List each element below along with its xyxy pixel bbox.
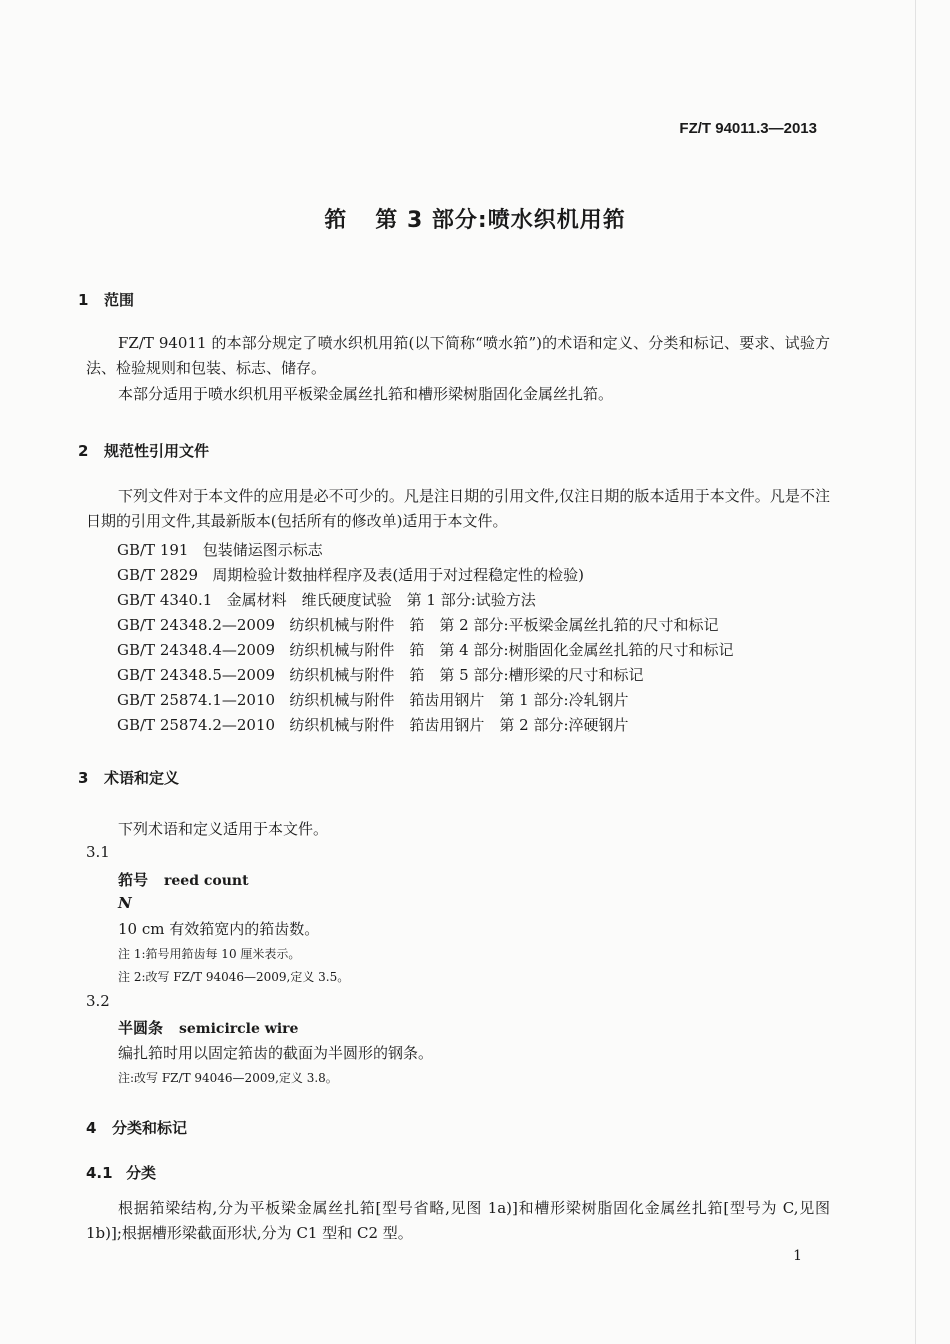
document-title [0, 203, 950, 234]
reference-item [117, 664, 644, 685]
reference-title: 纺织机械与附件 筘 第 5 部分:槽形梁的尺寸和标记 [289, 666, 644, 684]
reference-code: GB/T 24348.4—2009 [117, 641, 276, 659]
section-number: 2 [78, 442, 89, 460]
reference-title: 纺织机械与附件 筘 第 4 部分:树脂固化金属丝扎筘的尺寸和标记 [289, 641, 734, 659]
title-part-sub: 第 3 部分:喷水织机用筘 [375, 208, 626, 233]
term-english: reed count [164, 873, 249, 889]
reference-code: GB/T 24348.5—2009 [117, 666, 276, 684]
section-1-paragraph-1: FZ/T 94011 的本部分规定了喷水织机用筘(以下简称“喷水筘”)的术语和定义、分类和标记、要求、试验方法、检验规则和包装、标志、储存。 [86, 334, 830, 377]
term-symbol: N [118, 894, 132, 912]
subsection-number: 4.1 [86, 1164, 113, 1182]
section-3-paragraph-1: 下列术语和定义适用于本文件。 [118, 820, 329, 838]
section-1-paragraph-2: 本部分适用于喷水织机用平板梁金属丝扎筘和槽形梁树脂固化金属丝扎筘。 [118, 385, 614, 403]
reference-code: GB/T 24348.2—2009 [117, 616, 276, 634]
section-number: 1 [78, 291, 89, 309]
subsection-title: 分类 [126, 1164, 157, 1182]
section-title: 术语和定义 [104, 769, 180, 787]
term-definition: 10 cm 有效筘宽内的筘齿数。 [118, 920, 320, 938]
reference-code: GB/T 25874.2—2010 [117, 716, 276, 734]
term-note-1: 注 1:筘号用筘齿每 10 厘米表示。 [118, 947, 301, 961]
reference-title: 金属材料 维氏硬度试验 第 1 部分:试验方法 [226, 591, 536, 609]
reference-item [117, 714, 629, 735]
reference-item [117, 539, 323, 560]
reference-title: 包装储运图示标志 [202, 541, 323, 559]
term-chinese: 半圆条 [118, 1019, 164, 1037]
section-title: 规范性引用文件 [104, 442, 210, 460]
term-chinese: 筘号 [118, 871, 149, 889]
section-number: 4 [86, 1119, 97, 1137]
reference-item [117, 564, 584, 585]
reference-title: 纺织机械与附件 筘齿用钢片 第 1 部分:冷轧钢片 [289, 691, 629, 709]
section-4-heading [86, 1117, 187, 1138]
standard-number: FZ/T 94011.3—2013 [679, 120, 817, 137]
scan-edge-line [915, 0, 916, 1344]
reference-title: 纺织机械与附件 筘齿用钢片 第 2 部分:淬硬钢片 [289, 716, 629, 734]
term-3-1-entry [118, 869, 249, 890]
term-3-1-number: 3.1 [86, 843, 110, 861]
section-2-heading [78, 440, 209, 461]
reference-code: GB/T 25874.1—2010 [117, 691, 276, 709]
subsection-4-1-paragraph: 根据筘梁结构,分为平板梁金属丝扎筘[型号省略,见图 1a)]和槽形梁树脂固化金属丝扎筘[型号为 C,见图 1b)];根据槽形梁截面形状,分为 C1 型和 C2 型。 [86, 1199, 830, 1242]
reference-title: 纺织机械与附件 筘 第 2 部分:平板梁金属丝扎筘的尺寸和标记 [289, 616, 719, 634]
reference-title: 周期检验计数抽样程序及表(适用于对过程稳定性的检验) [212, 566, 585, 584]
term-3-2-number: 3.2 [86, 992, 110, 1010]
section-title: 范围 [104, 291, 135, 309]
page-number: 1 [793, 1248, 802, 1264]
section-3-heading [78, 767, 179, 788]
reference-item [117, 639, 734, 660]
section-1-heading [78, 289, 134, 310]
reference-code: GB/T 2829 [117, 566, 199, 584]
reference-code: GB/T 4340.1 [117, 591, 213, 609]
term-3-2-entry [118, 1017, 298, 1038]
section-2-paragraph-1: 下列文件对于本文件的应用是必不可少的。凡是注日期的引用文件,仅注日期的版本适用于本文件。凡是不注日期的引用文件,其最新版本(包括所有的修改单)适用于本文件。 [86, 487, 830, 530]
reference-item [117, 614, 719, 635]
section-title: 分类和标记 [112, 1119, 188, 1137]
title-part-main: 筘 [324, 208, 348, 233]
subsection-4-1-heading [86, 1162, 156, 1183]
section-number: 3 [78, 769, 89, 787]
term-english: semicircle wire [179, 1021, 299, 1037]
term-note-2: 注 2:改写 FZ/T 94046—2009,定义 3.5。 [118, 970, 350, 984]
reference-item [117, 589, 536, 610]
term-definition: 编扎筘时用以固定筘齿的截面为半圆形的钢条。 [118, 1044, 434, 1062]
term-note: 注:改写 FZ/T 94046—2009,定义 3.8。 [118, 1071, 338, 1085]
reference-item [117, 689, 629, 710]
reference-code: GB/T 191 [117, 541, 189, 559]
